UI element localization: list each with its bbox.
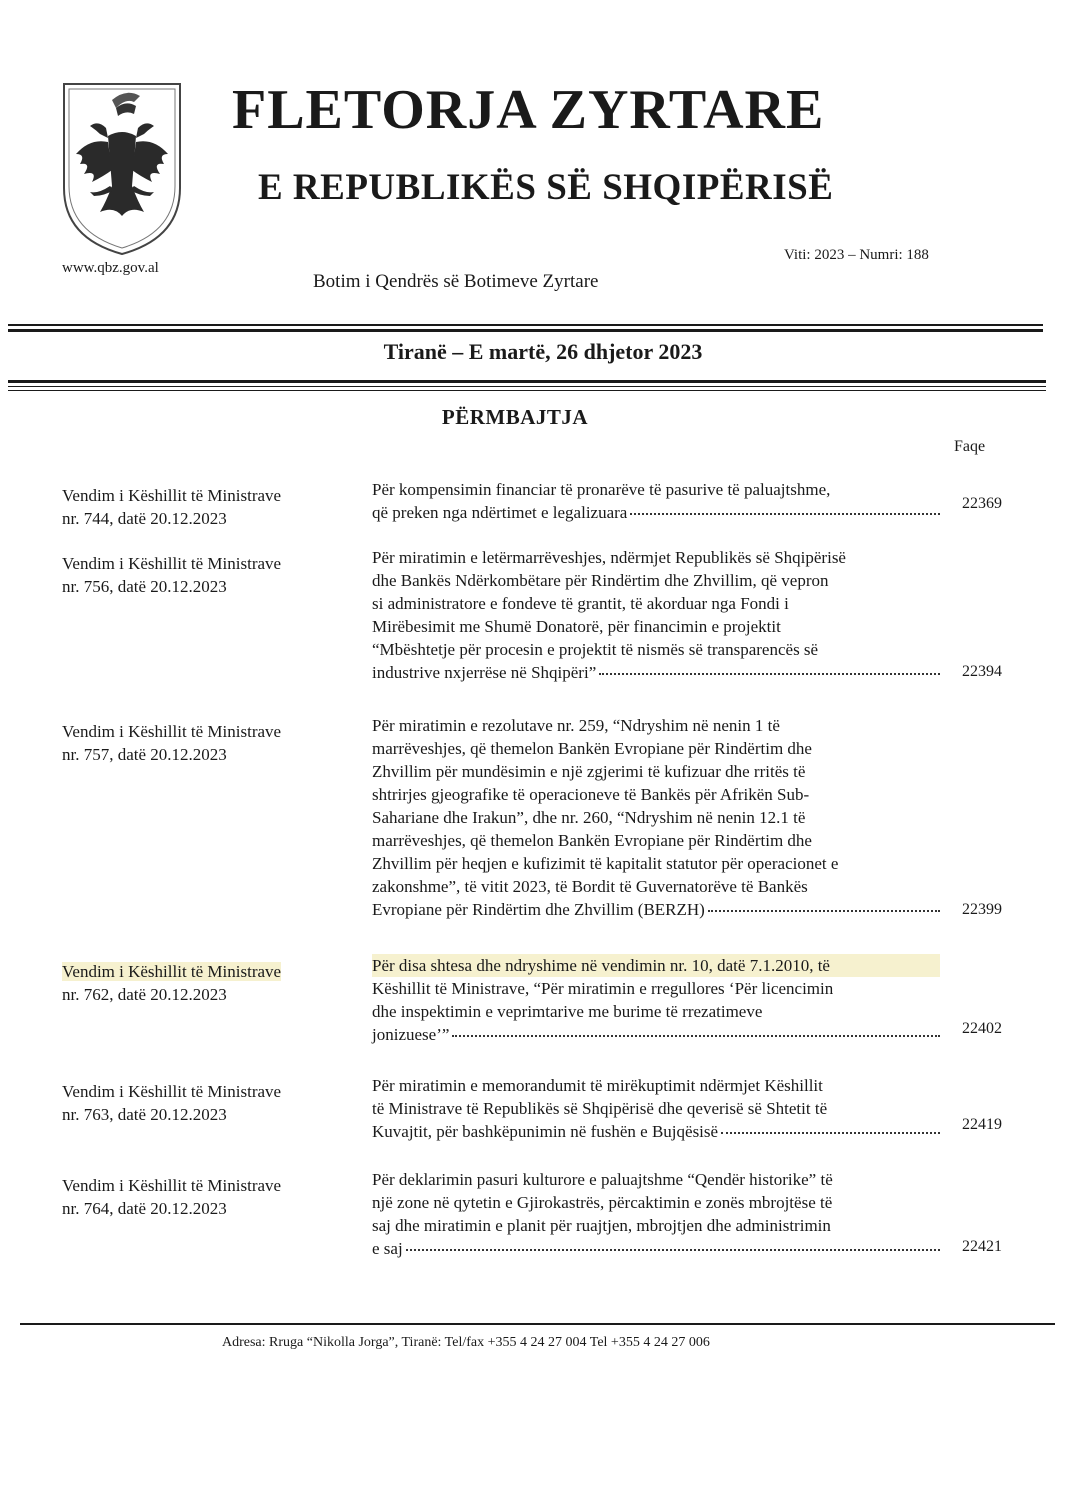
toc-entry-act-title: Vendim i Këshillit të Ministrave [62,1176,282,1195]
toc-entry-act-title: Vendim i Këshillit të Ministrave [62,1082,282,1101]
toc-entry-desc-last-text: Kuvajtit, për bashkëpunimin në fushën e Bujqësisë [372,1122,719,1141]
dateline-rule-1 [8,380,1046,383]
toc-entry-desc-line: shtrirjes gjeografike të operacioneve të Bankës për Afrikën Sub- [372,785,810,804]
toc-entry-act [62,1174,352,1220]
toc-entry-page-number: 22369 [962,495,1002,512]
dot-leader [721,1131,940,1134]
toc-heading: PËRMBAJTJA [441,405,589,429]
publisher-line: Botim i Qendrës së Botimeve Zyrtare [313,271,599,292]
masthead-title: FLETORJA ZYRTARE [232,79,825,141]
toc-entry-desc-line: “Mbështetje për procesin e projektit të nismës së transparencës së [372,640,819,659]
toc-entry-act-number: nr. 756, datë 20.12.2023 [62,577,227,596]
toc-entry-desc-line: Këshillit të Ministrave, “Për miratimin e rregullores ‘Për licencimin [372,979,834,998]
toc-entry-act-title: Vendim i Këshillit të Ministrave [62,722,282,741]
footer-rule [20,1323,1055,1325]
toc-entry-desc-last-text: industrive nxjerrëse në Shqipëri” [372,663,597,682]
toc-entry-act-number: nr. 764, datë 20.12.2023 [62,1199,227,1218]
toc-entry-desc-line: një zone në qytetin e Gjirokastrës, përcaktimin e zonës mbrojtëse të [372,1193,833,1212]
dateline: Tiranë – E martë, 26 dhjetor 2023 [383,339,703,364]
page-column-label: Faqe [954,438,986,455]
toc-entry-desc-last-line [372,501,940,524]
toc-entry-desc-line: Për deklarimin pasuri kulturore e paluajtshme “Qendër historike” të [372,1170,833,1189]
toc-entry-act-number: nr. 762, datë 20.12.2023 [62,985,227,1004]
toc-entry-desc-line: Për kompensimin financiar të pronarëve të pasurive të paluajtshme, [372,480,831,499]
toc-entry-description [372,546,940,684]
highlighted-text: Vendim i Këshillit të Ministrave [62,962,282,981]
toc-entry-desc-last-text: Evropiane për Rindërtim dhe Zhvillim (BERZH) [372,900,705,919]
toc-entry-desc-line: si administratore e fondeve të grantit, të akorduar nga Fondi i [372,594,789,613]
dateline-rule-2 [8,386,1046,387]
header-rule-top [8,324,1043,326]
toc-entry-description [372,1168,940,1260]
dot-leader [452,1034,940,1037]
toc-entry-desc-line: të Ministrave të Republikës së Shqipërisë dhe qeverisë së Shtetit të [372,1099,828,1118]
toc-entry-description [372,954,940,1046]
toc-entry-desc-line: Zhvillim për heqjen e kufizimit të kapitalit statutor për operacionet e [372,854,839,873]
toc-entry-desc-last-text: e saj [372,1239,403,1258]
toc-entry-page-number: 22399 [962,901,1002,918]
toc-entry-desc-last-line [372,1237,940,1260]
toc-entry-description [372,1074,940,1143]
footer-address: Adresa: Rruga “Nikolla Jorga”, Tiranë: Tel/fax +355 4 24 27 004 Tel +355 4 24 27 006 [222,1335,710,1350]
dot-leader [630,512,940,515]
toc-entry-act [62,484,352,530]
masthead-subtitle: E REPUBLIKËS SË SHQIPËRISË [258,167,834,208]
toc-entry-page-number: 22394 [962,663,1002,680]
toc-entry-page-number: 22421 [962,1238,1002,1255]
toc-entry-desc-line: dhe Bankës Ndërkombëtare për Rindërtim dhe Zhvillim, që vepron [372,571,829,590]
toc-entry-desc-line: Zhvillim për mundësimin e një zgjerimi të kufizuar dhe rritës të [372,762,806,781]
toc-entry-desc-last-text: që preken nga ndërtimet e legalizuara [372,503,628,522]
dot-leader [599,672,940,675]
dot-leader [406,1248,940,1251]
toc-entry-desc-line: Për miratimin e rezolutave nr. 259, “Ndryshim në nenin 1 të [372,716,780,735]
toc-entry-desc-line: marrëveshjes, që themelon Bankën Evropiane për Rindërtim dhe [372,739,812,758]
toc-entry-desc-line: Për disa shtesa dhe ndryshime në vendimin nr. 10, datë 7.1.2010, të [372,954,940,977]
toc-entry-act-number: nr. 763, datë 20.12.2023 [62,1105,227,1124]
dot-leader [708,909,940,912]
toc-entry-desc-last-line [372,661,940,684]
toc-entry-act [62,720,352,766]
toc-entry-desc-last-line [372,1023,940,1046]
toc-entry-desc-line: saj dhe miratimin e planit për ruajtjen, mbrojtjen dhe administrimin [372,1216,831,1235]
toc-entry-act [62,1080,352,1126]
toc-entry-act-title [62,960,352,983]
toc-entry-desc-line: dhe inspektimin e veprimtarive me burime të rrezatimeve [372,1002,763,1021]
toc-entry-page-number: 22419 [962,1116,1002,1133]
toc-entry-act [62,960,352,1006]
toc-entry-desc-line: marrëveshjes, që themelon Bankën Evropiane për Rindërtim dhe [372,831,812,850]
toc-entry-desc-last-line [372,1120,940,1143]
toc-entry-desc-line: Mirëbesimit me Shumë Donatorë, për financimin e projektit [372,617,781,636]
toc-entry-description [372,478,940,524]
toc-entry-description [372,714,940,921]
toc-entry-desc-line: Sahariane dhe Irakun”, dhe nr. 260, “Ndryshim në nenin 12.1 të [372,808,806,827]
toc-entry-desc-last-line [372,898,940,921]
header-rule-top-thick [8,329,1043,332]
dateline-rule-3 [8,390,1046,391]
toc-entry-desc-line: Për miratimin e letërmarrëveshjes, ndërmjet Republikës së Shqipërisë [372,548,846,567]
toc-entry-act-number: nr. 757, datë 20.12.2023 [62,745,227,764]
toc-entry-act-title: Vendim i Këshillit të Ministrave [62,486,282,505]
toc-entry-desc-line: zakonshme”, të vitit 2023, të Bordit të Guvernatorëve të Bankës [372,877,808,896]
albanian-eagle-emblem-icon [60,78,184,258]
issue-info: Viti: 2023 – Numri: 188 [784,247,929,263]
toc-entry-act [62,552,352,598]
toc-entry-act-number: nr. 744, datë 20.12.2023 [62,509,227,528]
toc-entry-act-title: Vendim i Këshillit të Ministrave [62,554,282,573]
toc-entry-page-number: 22402 [962,1020,1002,1037]
toc-entry-desc-line: Për miratimin e memorandumit të mirëkuptimit ndërmjet Këshillit [372,1076,823,1095]
site-url: www.qbz.gov.al [62,260,159,276]
toc-entry-desc-last-text: jonizuese’” [372,1025,450,1044]
